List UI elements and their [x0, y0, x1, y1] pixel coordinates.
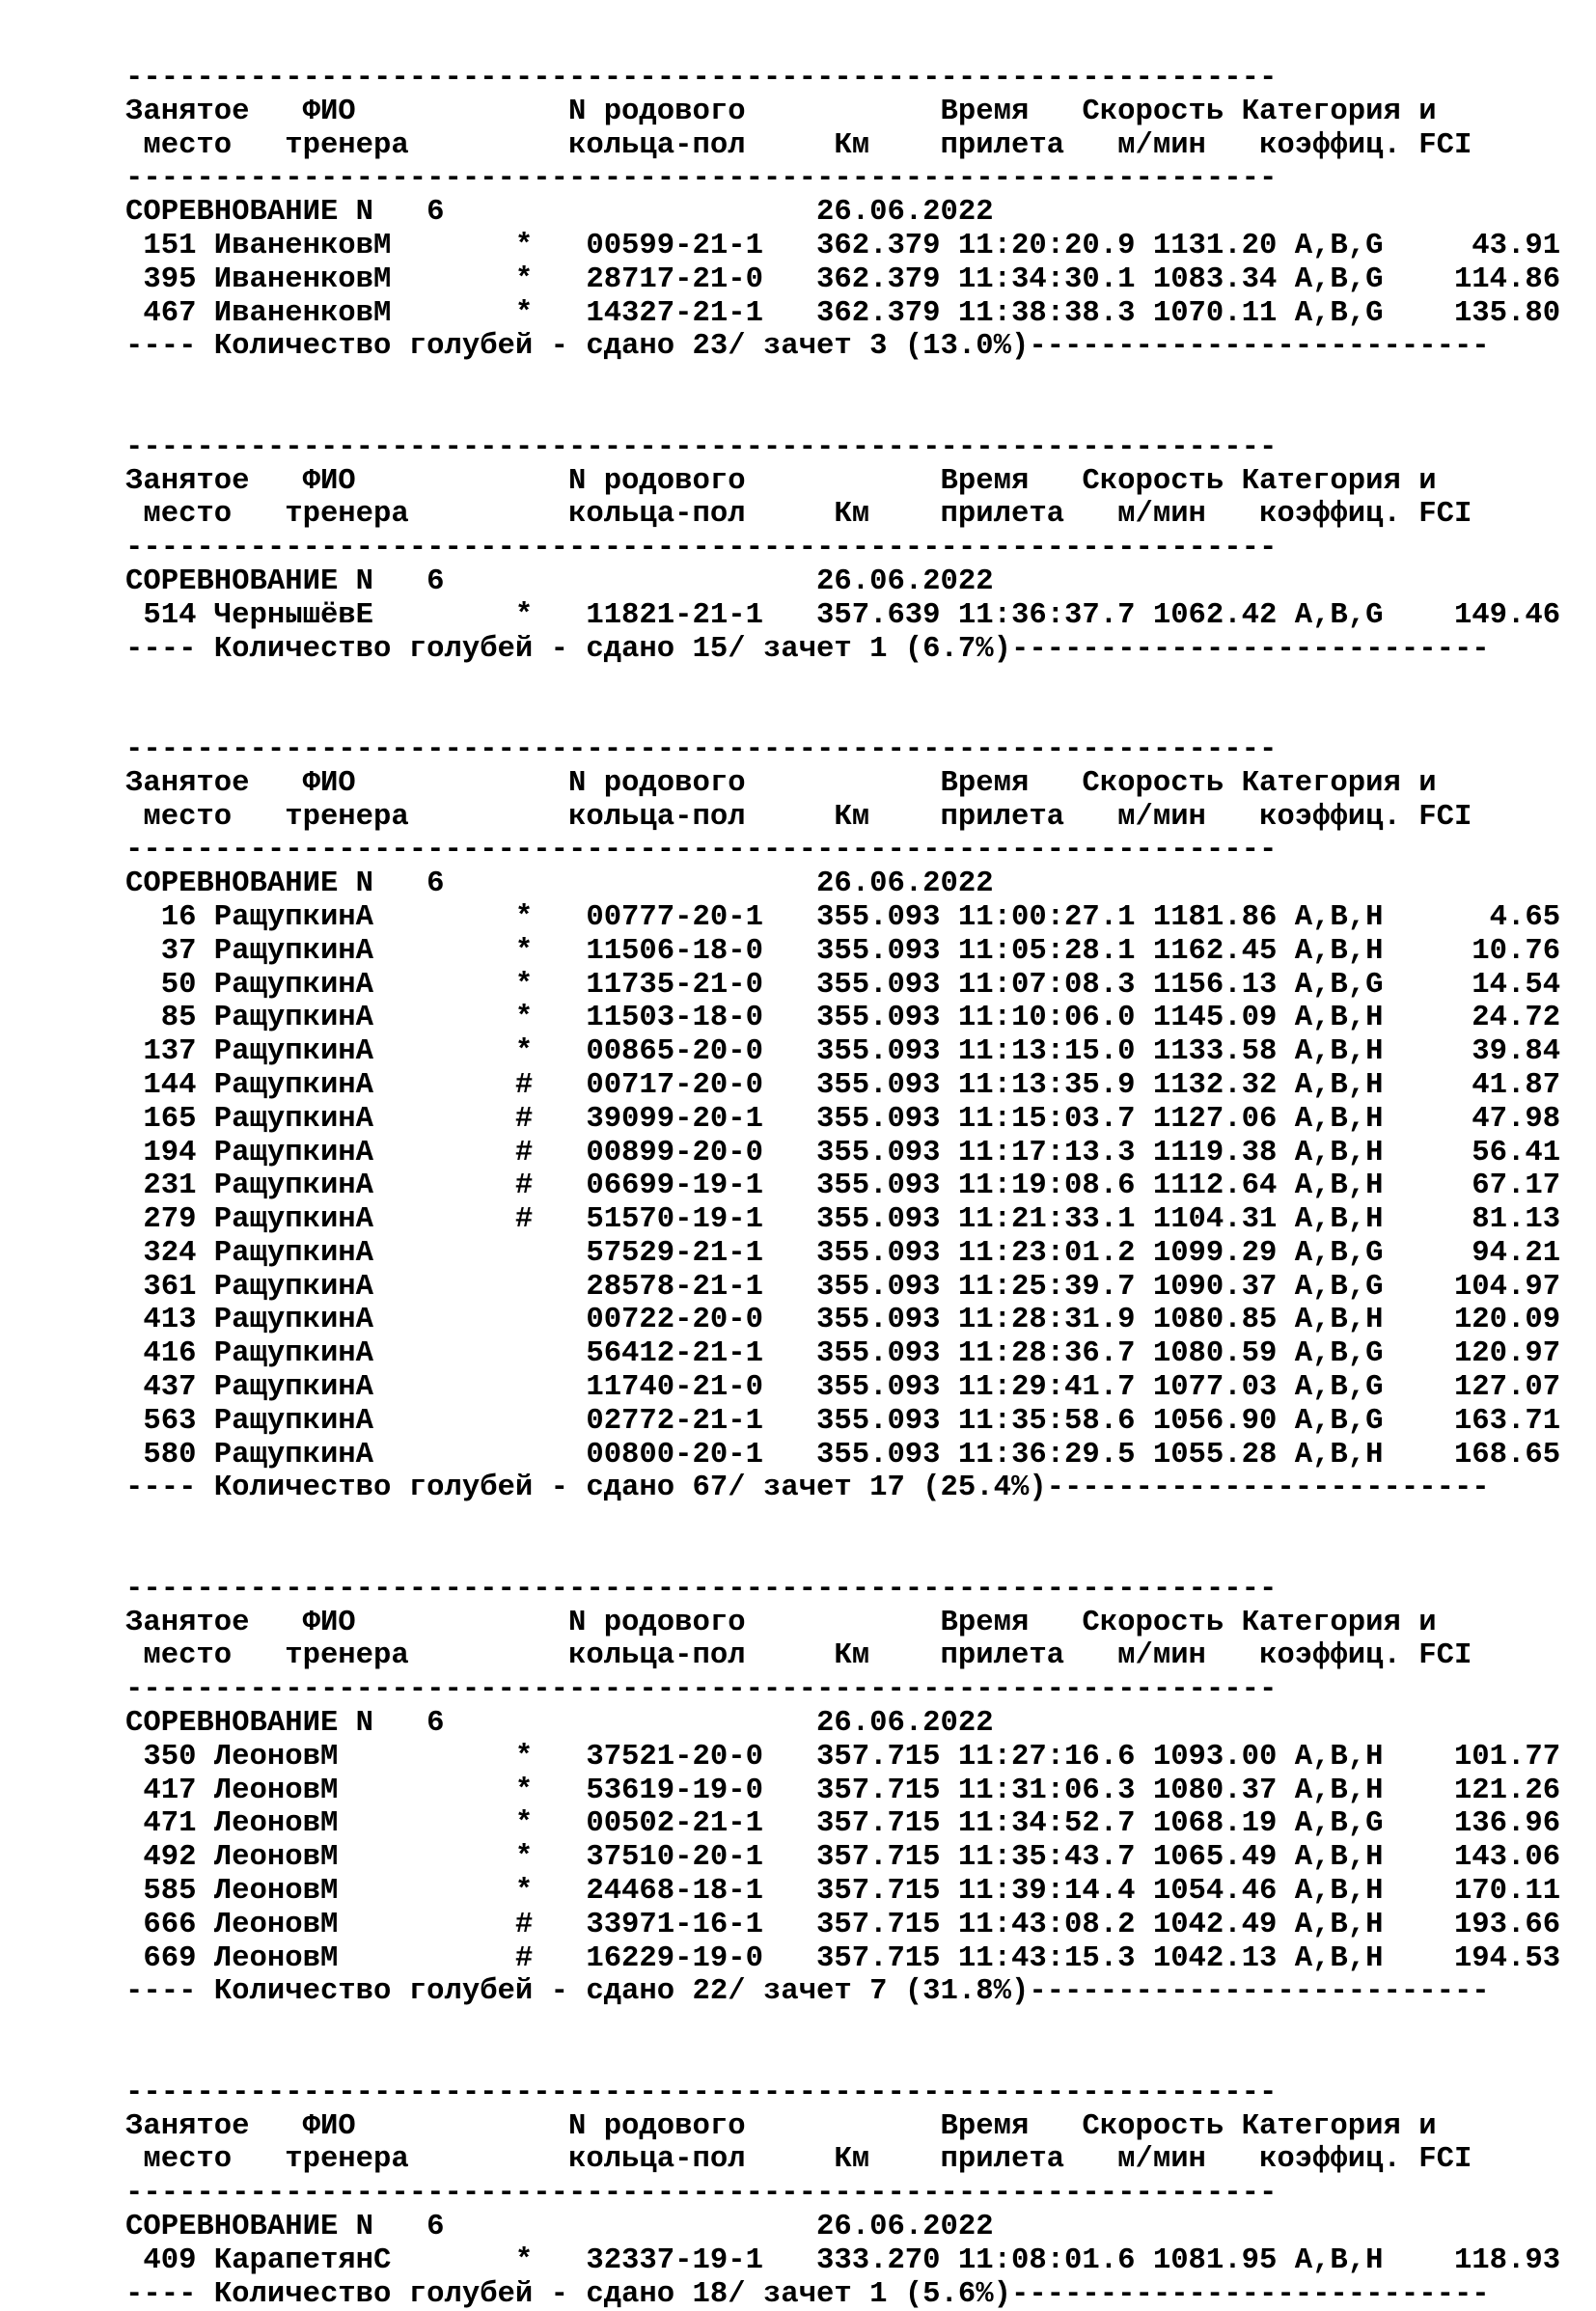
result-row: 165 РащупкинА # 39099-20-1 355.093 11:15:03.7 1127.06 A,B,H 47.98 — [125, 1102, 1561, 1136]
result-row: 151 ИваненковМ * 00599-21-1 362.379 11:20:20.9 1131.20 A,B,G 43.91 — [125, 229, 1561, 262]
summary-line: ---- Количество голубей - сдано 22/ зачет 7 (31.8%)-------------------------- — [125, 1975, 1490, 2009]
separator-line: ----------------------------------------------------------------- — [125, 1673, 1278, 1707]
result-row: 144 РащупкинА # 00717-20-0 355.093 11:13:35.9 1132.32 A,B,H 41.87 — [125, 1068, 1561, 1102]
header-line-2: место тренера кольца-пол Км прилета м/мин коэффиц. FCI — [125, 498, 1472, 532]
summary-line: ---- Количество голубей - сдано 23/ зачет 3 (13.0%)-------------------------- — [125, 330, 1490, 364]
result-row: 16 РащупкинА * 00777-20-1 355.093 11:00:27.1 1181.86 A,B,H 4.65 — [125, 900, 1561, 934]
header-line-2: место тренера кольца-пол Км прилета м/мин коэффиц. FCI — [125, 1639, 1472, 1673]
result-row: 417 ЛеоновМ * 53619-19-0 357.715 11:31:06.3 1080.37 A,B,H 121.26 — [125, 1774, 1561, 1807]
result-row: 324 РащупкинА 57529-21-1 355.093 11:23:01.2 1099.29 A,B,G 94.21 — [125, 1236, 1561, 1270]
separator-line: ----------------------------------------------------------------- — [125, 532, 1278, 565]
summary-line: ---- Количество голубей - сдано 67/ зачет 17 (25.4%)------------------------- — [125, 1472, 1490, 1505]
result-row: 669 ЛеоновМ # 16229-19-0 357.715 11:43:15.3 1042.13 A,B,H 194.53 — [125, 1941, 1561, 1975]
result-row: 37 РащупкинА * 11506-18-0 355.093 11:05:28.1 1162.45 A,B,H 10.76 — [125, 934, 1561, 968]
result-row: 585 ЛеоновМ * 24468-18-1 357.715 11:39:14.4 1054.46 A,B,H 170.11 — [125, 1875, 1561, 1909]
header-line-1: Занятое ФИО N родового Время Скорость Категория и — [125, 95, 1437, 128]
result-row: 350 ЛеоновМ * 37521-20-0 357.715 11:27:16.6 1093.00 A,B,H 101.77 — [125, 1740, 1561, 1774]
result-row: 279 РащупкинА # 51570-19-1 355.093 11:21:33.1 1104.31 A,B,H 81.13 — [125, 1203, 1561, 1237]
result-row: 361 РащупкинА 28578-21-1 355.093 11:25:39.7 1090.37 A,B,G 104.97 — [125, 1270, 1561, 1304]
separator-line: ----------------------------------------------------------------- — [125, 1572, 1278, 1606]
separator-line: ----------------------------------------------------------------- — [125, 834, 1278, 867]
result-row: 413 РащупкинА 00722-20-0 355.093 11:28:31.9 1080.85 A,B,H 120.09 — [125, 1304, 1561, 1337]
competition-line: СОРЕВНОВАНИЕ N 6 26.06.2022 — [125, 867, 994, 901]
separator-line: ----------------------------------------------------------------- — [125, 62, 1278, 95]
spacer — [125, 2009, 1560, 2043]
result-row: 580 РащупкинА 00800-20-1 355.093 11:36:29.5 1055.28 A,B,H 168.65 — [125, 1438, 1561, 1472]
result-row: 50 РащупкинА * 11735-21-0 355.093 11:07:08.3 1156.13 A,B,G 14.54 — [125, 968, 1561, 1002]
header-line-1: Занятое ФИО N родового Время Скорость Категория и — [125, 2109, 1437, 2143]
header-line-1: Занятое ФИО N родового Время Скорость Категория и — [125, 1606, 1437, 1639]
result-row: 85 РащупкинА * 11503-18-0 355.093 11:10:06.0 1145.09 A,B,H 24.72 — [125, 1002, 1561, 1035]
result-row: 137 РащупкинА * 00865-20-0 355.093 11:13:15.0 1133.58 A,B,H 39.84 — [125, 1035, 1561, 1069]
result-row: 492 ЛеоновМ * 37510-20-1 357.715 11:35:43.7 1065.49 A,B,H 143.06 — [125, 1841, 1561, 1875]
result-row: 437 РащупкинА 11740-21-0 355.093 11:29:41.7 1077.03 A,B,G 127.07 — [125, 1371, 1561, 1405]
competition-line: СОРЕВНОВАНИЕ N 6 26.06.2022 — [125, 196, 994, 230]
header-line-1: Занятое ФИО N родового Время Скорость Категория и — [125, 464, 1437, 498]
result-row: 514 ЧернышёвЕ * 11821-21-1 357.639 11:36:37.7 1062.42 A,B,G 149.46 — [125, 598, 1561, 632]
competition-line: СОРЕВНОВАНИЕ N 6 26.06.2022 — [125, 564, 994, 598]
header-line-2: место тренера кольца-пол Км прилета м/мин коэффиц. FCI — [125, 128, 1472, 162]
separator-line: ----------------------------------------------------------------- — [125, 162, 1278, 196]
spacer — [125, 398, 1560, 431]
separator-line: ----------------------------------------------------------------- — [125, 2177, 1278, 2211]
result-row: 416 РащупкинА 56412-21-1 355.093 11:28:36.7 1080.59 A,B,G 120.97 — [125, 1337, 1561, 1371]
header-line-2: место тренера кольца-пол Км прилета м/мин коэффиц. FCI — [125, 800, 1472, 834]
separator-line: ----------------------------------------------------------------- — [125, 2076, 1278, 2109]
results-document — [125, 62, 1560, 2311]
competition-line: СОРЕВНОВАНИЕ N 6 26.06.2022 — [125, 1707, 994, 1741]
header-line-1: Занятое ФИО N родового Время Скорость Категория и — [125, 766, 1437, 800]
result-row: 563 РащупкинА 02772-21-1 355.093 11:35:58.6 1056.90 A,B,G 163.71 — [125, 1404, 1561, 1438]
summary-line: ---- Количество голубей - сдано 18/ зачет 1 (5.6%)--------------------------- — [125, 2277, 1490, 2311]
result-row: 194 РащупкинА # 00899-20-0 355.093 11:17:13.3 1119.38 A,B,H 56.41 — [125, 1136, 1561, 1169]
result-row: 231 РащупкинА # 06699-19-1 355.093 11:19:08.6 1112.64 A,B,H 67.17 — [125, 1169, 1561, 1203]
result-row: 467 ИваненковМ * 14327-21-1 362.379 11:38:38.3 1070.11 A,B,G 135.80 — [125, 296, 1561, 330]
spacer — [125, 700, 1560, 733]
spacer — [125, 364, 1560, 398]
summary-line: ---- Количество голубей - сдано 15/ зачет 1 (6.7%)--------------------------- — [125, 632, 1490, 666]
spacer — [125, 1505, 1560, 1539]
spacer — [125, 2043, 1560, 2077]
result-row: 666 ЛеоновМ # 33971-16-1 357.715 11:43:08.2 1042.49 A,B,H 193.66 — [125, 1908, 1561, 1941]
separator-line: ----------------------------------------------------------------- — [125, 732, 1278, 766]
spacer — [125, 666, 1560, 700]
result-row: 409 КарапетянС * 32337-19-1 333.270 11:08:01.6 1081.95 A,B,H 118.93 — [125, 2243, 1561, 2277]
result-row: 395 ИваненковМ * 28717-21-0 362.379 11:34:30.1 1083.34 A,B,G 114.86 — [125, 262, 1561, 296]
separator-line: ----------------------------------------------------------------- — [125, 430, 1278, 464]
header-line-2: место тренера кольца-пол Км прилета м/мин коэффиц. FCI — [125, 2143, 1472, 2177]
spacer — [125, 1539, 1560, 1573]
competition-line: СОРЕВНОВАНИЕ N 6 26.06.2022 — [125, 2211, 994, 2243]
result-row: 471 ЛеоновМ * 00502-21-1 357.715 11:34:52.7 1068.19 A,B,G 136.96 — [125, 1807, 1561, 1841]
